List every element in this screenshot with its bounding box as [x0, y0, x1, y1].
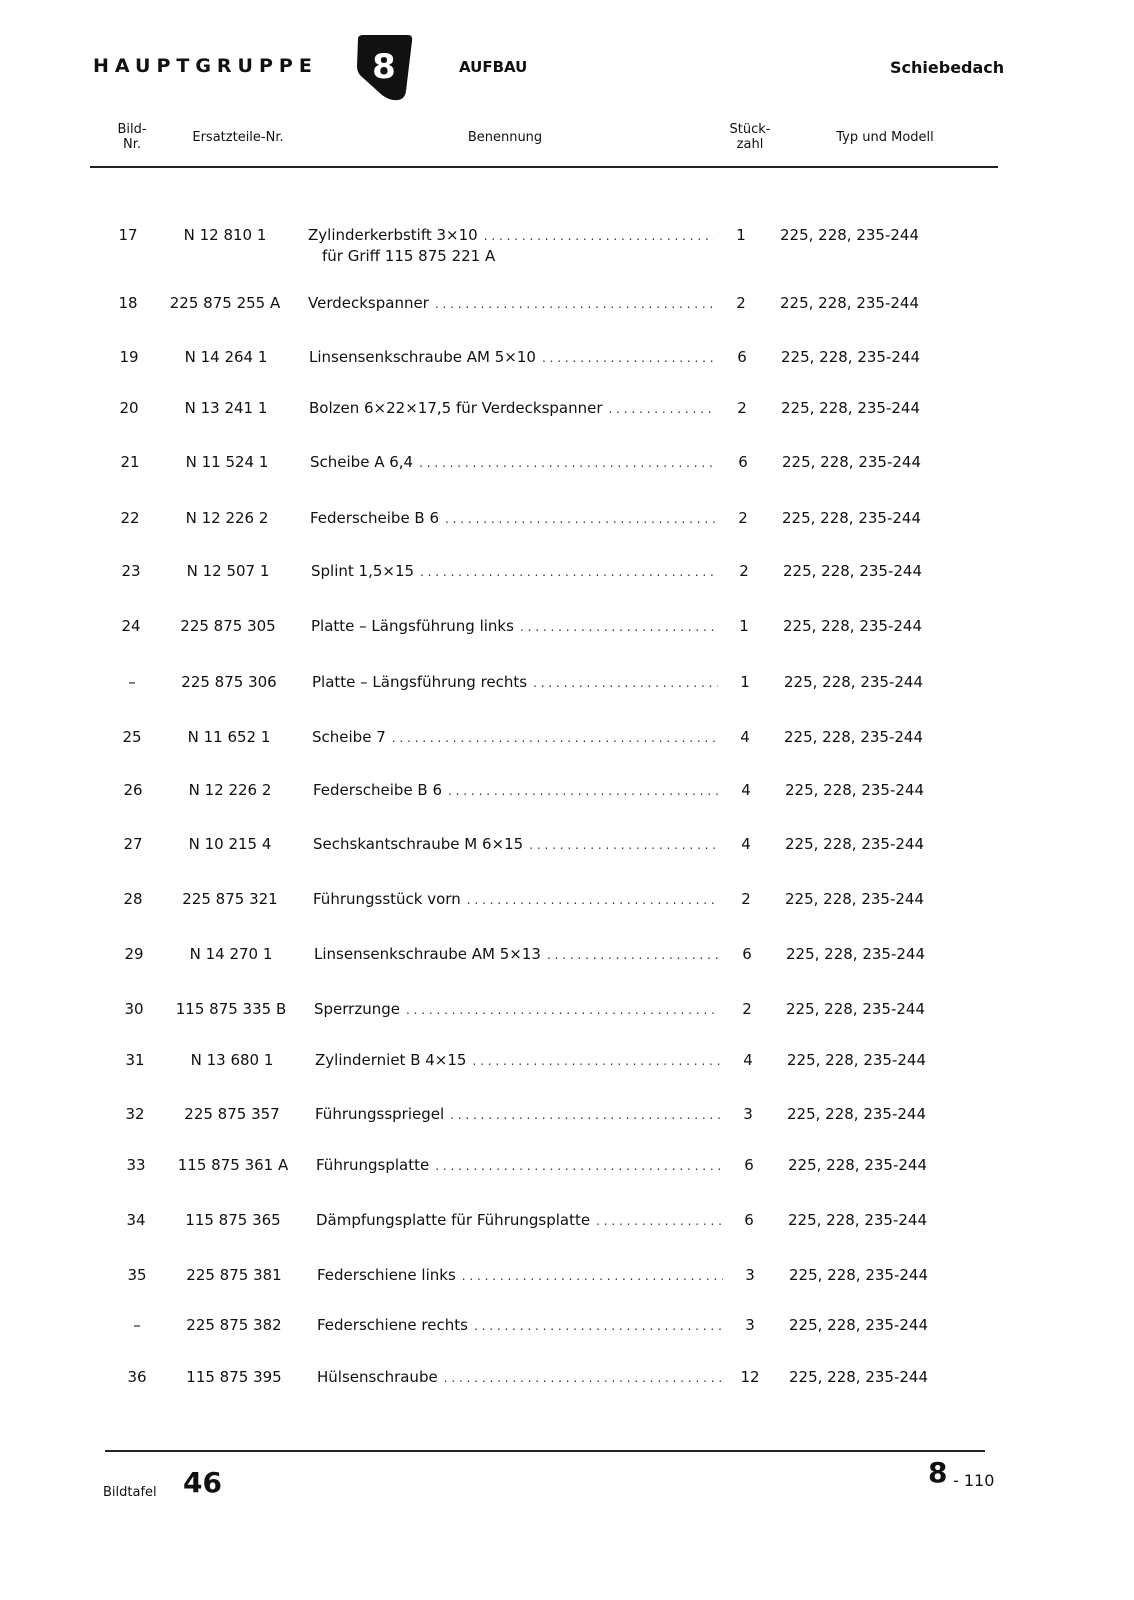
bild-nr: 17 — [118, 226, 138, 244]
model-list: 225, 228, 235-244 — [788, 1211, 928, 1229]
part-number: N 13 680 1 — [190, 1051, 274, 1069]
leader-dots — [596, 1211, 722, 1231]
part-number: N 14 270 1 — [189, 945, 273, 963]
table-row — [0, 452, 1134, 496]
description-text: Führungsstück vorn — [313, 890, 461, 908]
description-text: Bolzen 6×22×17,5 für Verdeckspanner — [309, 399, 603, 417]
description-text: Führungsspriegel — [315, 1105, 445, 1123]
leader-dots — [444, 1368, 723, 1388]
bild-nr: 34 — [126, 1211, 146, 1229]
table-row — [0, 944, 1134, 988]
bild-nr: 27 — [123, 835, 143, 853]
part-number: N 12 226 2 — [188, 781, 272, 799]
leader-dots — [448, 781, 719, 801]
leader-dots — [467, 890, 719, 910]
quantity: 2 — [741, 890, 751, 908]
quantity: 2 — [739, 562, 749, 580]
leader-dots — [529, 835, 719, 855]
table-row — [0, 727, 1134, 771]
part-number: 225 875 306 — [181, 673, 277, 691]
part-number: 225 875 305 — [180, 617, 276, 635]
column-header-quantity: Stück- zahl — [729, 122, 771, 152]
topic-title: Schiebedach — [890, 58, 1005, 77]
main-group-title: HAUPTGRUPPE — [93, 55, 318, 77]
model-list: 225, 228, 235-244 — [780, 294, 920, 312]
part-number: 115 875 335 B — [175, 1000, 287, 1018]
description-text: Platte – Längsführung rechts — [312, 673, 528, 691]
part-description — [317, 1315, 723, 1336]
part-number: 115 875 395 — [186, 1368, 282, 1386]
model-list: 225, 228, 235-244 — [782, 453, 922, 471]
model-list: 225, 228, 235-244 — [783, 562, 923, 580]
leader-dots — [450, 1105, 721, 1125]
table-row — [0, 347, 1134, 391]
part-description — [311, 561, 717, 582]
part-description — [317, 1265, 723, 1286]
bild-nr: – — [128, 673, 136, 691]
quantity: 3 — [743, 1105, 753, 1123]
part-number: N 11 652 1 — [187, 728, 271, 746]
leader-dots — [406, 1000, 720, 1020]
leader-dots — [472, 1051, 721, 1071]
quantity: 6 — [737, 348, 747, 366]
model-list: 225, 228, 235-244 — [786, 1000, 926, 1018]
leader-dots — [484, 226, 714, 246]
part-number: N 14 264 1 — [184, 348, 268, 366]
table-row — [0, 889, 1134, 933]
description-text: Sechskantschraube M 6×15 — [313, 835, 524, 853]
part-description — [310, 452, 716, 473]
quantity: 6 — [738, 453, 748, 471]
bild-nr: 31 — [125, 1051, 145, 1069]
part-description — [314, 999, 720, 1020]
quantity: 2 — [738, 509, 748, 527]
model-list: 225, 228, 235-244 — [781, 348, 921, 366]
description-text: Splint 1,5×15 — [311, 562, 415, 580]
quantity: 3 — [745, 1266, 755, 1284]
leader-dots — [435, 1156, 722, 1176]
page-number-sub: - 110 — [953, 1471, 995, 1490]
part-number: N 10 215 4 — [188, 835, 272, 853]
leader-dots — [474, 1316, 723, 1336]
column-header-model: Typ und Modell — [836, 130, 934, 145]
part-number: N 12 226 2 — [185, 509, 269, 527]
part-description — [315, 1104, 721, 1125]
leader-dots — [533, 673, 718, 693]
model-list: 225, 228, 235-244 — [785, 890, 925, 908]
part-description — [313, 889, 719, 910]
quantity: 4 — [741, 781, 751, 799]
plate-number: 46 — [183, 1466, 222, 1499]
leader-dots — [392, 728, 718, 748]
model-list: 225, 228, 235-244 — [789, 1266, 929, 1284]
model-list: 225, 228, 235-244 — [788, 1156, 928, 1174]
model-list: 225, 228, 235-244 — [787, 1051, 927, 1069]
table-row — [0, 1050, 1134, 1094]
leader-dots — [420, 562, 717, 582]
bild-nr: 19 — [119, 348, 139, 366]
model-list: 225, 228, 235-244 — [786, 945, 926, 963]
description-text: Federscheibe B 6 — [310, 509, 440, 527]
bild-nr: 32 — [125, 1105, 145, 1123]
leader-dots — [435, 294, 714, 314]
bild-nr: 28 — [123, 890, 143, 908]
description-text: Zylinderkerbstift 3×10 — [308, 226, 478, 244]
quantity: 4 — [743, 1051, 753, 1069]
part-description — [309, 398, 715, 419]
bild-nr: 30 — [124, 1000, 144, 1018]
bild-nr: 36 — [127, 1368, 147, 1386]
bild-nr: 23 — [121, 562, 141, 580]
table-row — [0, 616, 1134, 660]
description-text: Sperrzunge — [314, 1000, 400, 1018]
leader-dots — [542, 348, 715, 368]
bild-nr: – — [133, 1316, 141, 1334]
quantity: 1 — [736, 226, 746, 244]
quantity: 6 — [742, 945, 752, 963]
description-text: Führungsplatte — [316, 1156, 430, 1174]
quantity: 12 — [740, 1368, 760, 1386]
quantity: 6 — [744, 1211, 754, 1229]
part-description — [312, 727, 718, 748]
leader-dots — [520, 617, 717, 637]
bild-nr: 22 — [120, 509, 140, 527]
bild-nr: 20 — [119, 399, 139, 417]
table-row — [0, 1265, 1134, 1309]
table-row — [0, 225, 1134, 269]
table-row — [0, 398, 1134, 442]
part-description — [309, 347, 715, 368]
table-row — [0, 672, 1134, 716]
bild-nr: 29 — [124, 945, 144, 963]
bild-nr: 18 — [118, 294, 138, 312]
part-number: 225 875 321 — [182, 890, 278, 908]
part-description — [308, 293, 714, 314]
column-header-description: Benennung — [467, 130, 543, 145]
model-list: 225, 228, 235-244 — [789, 1368, 929, 1386]
footer-rule — [105, 1450, 985, 1452]
leader-dots — [609, 399, 715, 419]
model-list: 225, 228, 235-244 — [784, 673, 924, 691]
part-number: 115 875 361 A — [177, 1156, 289, 1174]
bild-nr: 35 — [127, 1266, 147, 1284]
description-text: Linsensenkschraube AM 5×10 — [309, 348, 536, 366]
model-list: 225, 228, 235-244 — [781, 399, 921, 417]
bild-nr: 25 — [122, 728, 142, 746]
section-title: AUFBAU — [459, 58, 528, 76]
model-list: 225, 228, 235-244 — [785, 781, 925, 799]
part-number: 225 875 255 A — [169, 294, 281, 312]
table-row — [0, 780, 1134, 824]
model-list: 225, 228, 235-244 — [784, 728, 924, 746]
leader-dots — [445, 509, 716, 529]
description-text: Scheibe A 6,4 — [310, 453, 414, 471]
part-description — [314, 944, 720, 965]
table-row — [0, 834, 1134, 878]
part-description — [316, 1155, 722, 1176]
table-row — [0, 293, 1134, 337]
table-row — [0, 1104, 1134, 1148]
model-list: 225, 228, 235-244 — [787, 1105, 927, 1123]
group-number: 8 — [372, 47, 396, 87]
part-number: 115 875 365 — [185, 1211, 281, 1229]
table-row — [0, 1367, 1134, 1411]
model-list: 225, 228, 235-244 — [785, 835, 925, 853]
description-text: Verdeckspanner — [308, 294, 429, 312]
part-description — [311, 616, 717, 637]
leader-dots — [419, 453, 716, 473]
description-text: Federschiene rechts — [317, 1316, 468, 1334]
column-header-bild-nr: Bild- Nr. — [117, 122, 147, 152]
part-description — [316, 1210, 722, 1231]
model-list: 225, 228, 235-244 — [782, 509, 922, 527]
bild-nr: 21 — [120, 453, 140, 471]
leader-dots — [462, 1266, 723, 1286]
column-header-part-no: Ersatzteile-Nr. — [192, 130, 284, 145]
quantity: 6 — [744, 1156, 754, 1174]
part-description — [310, 508, 716, 529]
page-number: 8 — [928, 1456, 948, 1489]
table-row — [0, 1210, 1134, 1254]
quantity: 2 — [742, 1000, 752, 1018]
description-text: Linsensenkschraube AM 5×13 — [314, 945, 541, 963]
part-description — [317, 1367, 723, 1388]
part-number: N 12 507 1 — [186, 562, 270, 580]
table-row — [0, 1155, 1134, 1199]
description-text: Zylinderniet B 4×15 — [315, 1051, 467, 1069]
table-row — [0, 1315, 1134, 1359]
bild-nr: 26 — [123, 781, 143, 799]
part-number: N 12 810 1 — [183, 226, 267, 244]
part-description — [315, 1050, 721, 1071]
quantity: 2 — [736, 294, 746, 312]
part-description — [313, 780, 719, 801]
quantity: 3 — [745, 1316, 755, 1334]
part-description — [312, 672, 718, 693]
description-text: Platte – Längsführung links — [311, 617, 514, 635]
part-number: N 13 241 1 — [184, 399, 268, 417]
quantity: 2 — [737, 399, 747, 417]
leader-dots — [547, 945, 720, 965]
bild-nr: 24 — [121, 617, 141, 635]
bild-nr: 33 — [126, 1156, 146, 1174]
quantity: 1 — [740, 673, 750, 691]
part-description — [308, 225, 714, 266]
part-number: N 11 524 1 — [185, 453, 269, 471]
part-number: 225 875 382 — [186, 1316, 282, 1334]
quantity: 1 — [739, 617, 749, 635]
part-number: 225 875 357 — [184, 1105, 280, 1123]
plate-label: Bildtafel — [103, 1485, 157, 1500]
description-text: Hülsenschraube — [317, 1368, 438, 1386]
description-subtext: für Griff 115 875 221 A — [322, 247, 496, 265]
model-list: 225, 228, 235-244 — [780, 226, 920, 244]
description-text: Dämpfungsplatte für Führungsplatte — [316, 1211, 591, 1229]
quantity: 4 — [741, 835, 751, 853]
part-description — [313, 834, 719, 855]
quantity: 4 — [740, 728, 750, 746]
description-text: Federscheibe B 6 — [313, 781, 443, 799]
model-list: 225, 228, 235-244 — [783, 617, 923, 635]
description-text: Federschiene links — [317, 1266, 456, 1284]
table-row — [0, 999, 1134, 1043]
description-text: Scheibe 7 — [312, 728, 386, 746]
model-list: 225, 228, 235-244 — [789, 1316, 929, 1334]
table-row — [0, 508, 1134, 552]
part-number: 225 875 381 — [186, 1266, 282, 1284]
table-row — [0, 561, 1134, 605]
